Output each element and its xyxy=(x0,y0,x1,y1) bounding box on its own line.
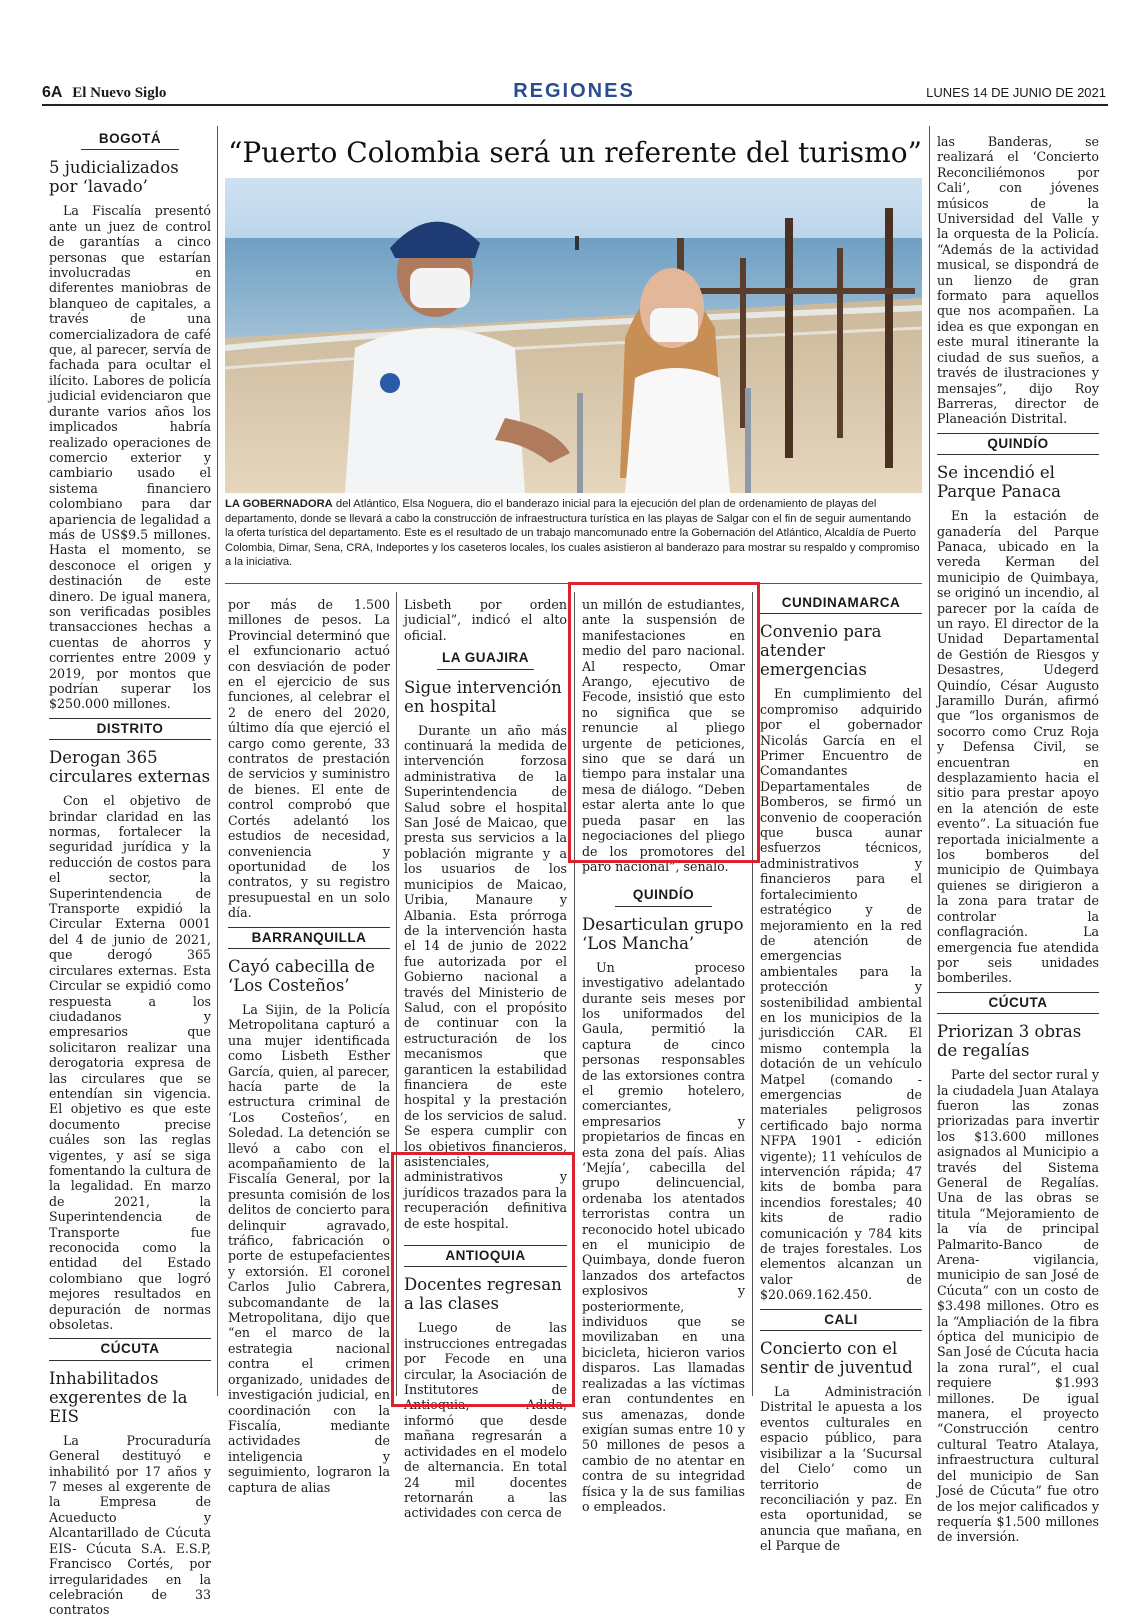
article-headline: 5 judicializados por ‘lavado’ xyxy=(49,158,179,197)
article-headline: Sigue intervención en hospital xyxy=(404,677,562,716)
article-body: las Banderas, se realizará el ‘Concierto Reconciliémonos por Cali’, con jóvenes músicos de la Universidad del Valle y la orquesta de la Policía. “Además de la actividad musical, se dispondrá de un lienzo de gran formato para aquellos que nos acompañen. La idea es que expongan en este mural itinerante la ciudad de sus sueños, a través de ilustraciones y mensajes”, dijo Roy Barreras, director de Planeación Distrital. xyxy=(937,134,1099,427)
newspaper-name: El Nuevo Siglo xyxy=(72,85,167,101)
article-headline: Priorizan 3 obras de regalías xyxy=(937,1022,1082,1061)
article-body: un millón de estudiantes, ante la suspensión de manifestaciones en medio del paro nacional. Al respecto, Omar Arango, ejecutivo de Fecode, insistió que esto no significa que se renuncie al pliego urgente de peticiones, sino que se dará un tiempo para instalar una mesa de diálogo. “Deben estar alerta ante lo que pueda pasar en las negociaciones del pliego de los promotores del paro nacional”, señaló. xyxy=(582,597,745,874)
section-label: QUINDÍO xyxy=(615,884,713,906)
header-rule xyxy=(42,104,1108,106)
page-number: 6A xyxy=(42,84,63,101)
caption-lead: LA GOBERNADORA xyxy=(225,498,333,510)
beach-photo xyxy=(225,178,922,493)
article-body: En cumplimiento del compromiso adquirido por el gobernador Nicolás García en el Primer Encuentro de Comandantes Departamentales de Bomberos, se firmó un convenio de cooperación que busca aunar esfuerzos técnicos, administrativos y financieros para el fortalecimiento estratégico y de mejoramiento en la red de atención de emergencias ambientales para la protección y sostenibilidad ambiental en los municipios de la jurisdicción CAR. El mismo contempla la dotación de un vehículo Matpel (comando - emergencias de materiales peligrosos certificado bajo norma NFPA 1901 - edición vigente); 11 vehículos de intervención rápida; 47 kits de bomba para incendios forestales; 40 kits de radio comunicación y 784 kits de trajes forestales. Los elementos alcanzan un valor de $20.069.162.450. xyxy=(760,686,922,1303)
article-body: La Administración Distrital le apuesta a los eventos culturales en espacio público, para visibilizar a la ‘Sucursal del Cielo’ como un territorio de reconciliación y paz. En esta oportunidad, se anuncia que mañana, en el Parque de xyxy=(760,1384,922,1554)
main-headline: “Puerto Colombia será un referente del turismo” xyxy=(228,136,922,169)
article-body: Parte del sector rural y la ciudadela Juan Atalaya fueron las zonas priorizadas para invertir los $13.600 millones asignados al Municipio a través del Sistema General de Regalías. Una de las obras se titula “Mejoramiento de la vía de principal Palmarito-Banco de Arena- vigilancia, municipio de san José de Cúcuta” con un costo de $3.498 millones. Otro es la “Ampliación de la fibra óptica del municipio de San José de Cúcuta hacia la zona rural”, el cual requiere $1.993 millones. De igual manera, el proyecto “Construcción centro cultural Teatro Atalaya, infraestructura cultural del municipio de San José de Cúcuta” fue otro de los mejor calificados y requería $1.500 millones de inversión. xyxy=(937,1067,1100,1545)
column-6 xyxy=(937,134,1099,1545)
article-headline: Inhabilitados exgerentes de la EIS xyxy=(49,1368,188,1426)
column-divider xyxy=(217,126,218,1396)
article-body: Lisbeth por orden judicial”, indicó el alto oficial. xyxy=(404,597,567,643)
column-2 xyxy=(228,597,390,1495)
article-body: por más de 1.500 millones de pesos. La Provincial determinó que el exfuncionario actuó con desviación de poder en el ejercicio de sus funciones, al celebrar el 2 de enero del 2020, último día que ejerció el cargo como gerente, 33 contratos de prestación de servicios y suministro de bienes. El ente de control comprobó que Cortés adelantó los estudios de necesidad, conveniencia y oportunidad de los contratos, y su registro presupuestal en un solo día. xyxy=(228,597,390,921)
article-headline: Desarticulan grupo ‘Los Mancha’ xyxy=(582,914,744,953)
column-5 xyxy=(760,592,922,1554)
article-body: La Fiscalía presentó ante un juez de control de garantías a cinco personas que estarían involucradas en diferentes maniobras de blanqueo de capitales, a través de una comercializadora de café que, al parecer, servía de fachada para ocultar el ilícito. Labores de policía judicial evidenciaron que durante varios años los implicados habría realizado operaciones de comercio exterior y cambiario usado el sistema financiero colombiano para dar apariencia de legalidad a más de US$9.5 millones. Hasta el momento, se desconoce el origen y destinación de este dinero. De igual manera, son verificadas posibles transacciones hechas a cuentas de ahorros y corrientes entre 2009 y 2019, por montos que podrían superar los $250.000 millones. xyxy=(49,203,211,712)
issue-date: LUNES 14 DE JUNIO DE 2021 xyxy=(926,85,1106,100)
article-headline: Convenio para atender emergencias xyxy=(760,622,882,680)
section-label: CUNDINAMARCA xyxy=(760,592,922,614)
caption-text: del Atlántico, Elsa Noguera, dio el banderazo inicial para la ejecución del plan de ordenamiento de playas del departamento, donde se llevará a cabo la construcción de infraestructura turística en las playas de Salgar con el fin de seguir aumentando la oferta turística del departamento. Este es el resultado de un trabajo mancomunado entre la Gobernación del Atlántico, Alcaldía de Puerto Colombia, Dimar, Sena, CRA, Indeportes y los caseteros locales, los cuales asistieron al banderazo para mostrar su respaldo y compromiso a la iniciativa. xyxy=(225,498,920,569)
article-body: Durante un año más continuará la medida de intervención forzosa administrativa de la Superintendencia de Salud sobre el hospital San José de Maicao, que presta sus servicios a la población migrante y a los usuarios de los municipios de Maicao, Uribia, Manaure y Albania. Esta prórroga de la intervención hasta el 14 de junio de 2022 fue autorizada por el Gobierno nacional a través del Ministerio de Salud, con el propósito de continuar con la estructuración de los mecanismos que garanticen la estabilidad financiera de este hospital y la prestación de los servicios de salud. Se espera cumplir con los objetivos financieros, asistenciales, administrativos y jurídicos trazados para la recuperación definitiva de este hospital. xyxy=(404,722,567,1231)
section-label: BARRANQUILLA xyxy=(228,927,390,949)
highlight-box xyxy=(568,582,760,863)
section-label: CÚCUTA xyxy=(49,1338,211,1360)
article-headline: Docentes regresan a las clases xyxy=(404,1275,562,1314)
section-label: ANTIOQUIA xyxy=(404,1245,567,1267)
section-title: REGIONES xyxy=(513,80,635,102)
article-headline: Cayó cabecilla de ‘Los Costeños’ xyxy=(228,956,375,995)
article-headline: Derogan 365 circulares externas xyxy=(49,748,211,787)
section-label: DISTRITO xyxy=(49,718,211,740)
article-body: La Procuraduría General destituyó e inhabilitó por 17 años y 7 meses al exgerente de la Empresa de Acueducto y Alcantarillado de Cúcuta EIS- Cúcuta S.A. E.S.P, Francisco Cortés, por irregularidades en la celebración de 33 contratos xyxy=(49,1432,211,1618)
article-headline: Se incendió el Parque Panaca xyxy=(937,463,1062,502)
article-headline: Concierto con el sentir de juventud xyxy=(760,1339,913,1378)
article-body: Un proceso investigativo adelantado durante seis meses por los uniformados del Gaula, permitió la captura de cinco personas responsables de las extorsiones contra el gremio hotelero, comerciantes, empresarios y propietarios de fincas en esta zona del país. Alias ‘Mejía’, cabecilla del grupo delincuencial, ordenaba los atentados terroristas contra un reconocido hotel ubicado en el municipio de Quimbaya, donde fueron lanzados dos artefactos explosivos y posteriormente, individuos que se movilizaban en una bicicleta, hicieron varios disparos. Las llamadas realizadas a las víctimas eran contundentes en sus amenazas, donde exigían sumas entre 10 y 50 millones de pesos a cambio de no atentar en contra de su integridad física y la de sus familias o empleados. xyxy=(582,959,745,1514)
article-body: La Sijin, de la Policía Metropolitana capturó a una mujer identificada como Lisbeth Esther García, quien, al parecer, hacía parte de la estructura criminal de ‘Los Costeños’, en Soledad. La detención se llevó a cabo con el acompañamiento de la Fiscalía General, por la presunta comisión de los delitos de concierto para delinquir agravado, tráfico, fabricación o porte de estupefacientes y extorsión. El coronel Carlos Julio Cabrera, subcomandante de la Metropolitana, dijo que “en el marco de la estrategia nacional contra el crimen organizado, unidades de investigación judicial, en coordinación con la Fiscalía, mediante actividades de inteligencia y seguimiento, lograron la captura de alias xyxy=(228,1001,390,1495)
photo-caption xyxy=(225,497,922,570)
column-1 xyxy=(49,128,211,1618)
section-label: QUINDÍO xyxy=(937,433,1099,455)
section-label: LA GUAJIRA xyxy=(437,647,535,669)
article-body: En la estación de ganadería del Parque Panaca, ubicado en la vereda Kerman del municipio de Quimbaya, se originó un incendio, al parecer por la caída de un rayo. El director de la Unidad Departamental de Gestión de Riesgos y Desastres, Udegerd Quindío, César Augusto Jaramillo Durán, afirmó que “los organismos de socorro como Cruz Roja y Defensa Civil, se encuentran en desplazamiento hacia el sitio para prestar apoyo en la atención de este evento”. La situación fue reportada inicialmente a los bomberos del municipio de Quimbaya quienes se dirigieron a la zona para tratar de controlar la conflagración. La emergencia fue atendida por seis unidades bomberiles. xyxy=(937,508,1099,986)
article-body: Con el objetivo de brindar claridad en las normas, fortalecer la seguridad jurídica y la reducción de costos para el sector, la Superintendencia de Transporte expidió la Circular Externa 0001 del 4 de junio de 2021, que derogó 365 circulares externas. Esta Circular se expidió como respuesta a los ciudadanos y empresarios que solicitaron realizar una derogatoria expresa de las circulares que se entendían sin vigencia. El objetivo es que este documento precise cuáles son las reglas vigentes, y así se siga fomentando la cultura de la legalidad. En marzo de 2021, la Superintendencia de Transporte fue reconocida como la entidad del Estado colombiano que logró mejores resultados en depuración de normas obsoletas. xyxy=(49,793,211,1333)
article-body: Luego de las instrucciones entregadas por Fecode en una circular, la Asociación de Institutores de Antioquia, Adida, informó que desde mañana regresarán a actividades en el modelo de alternancia. En total 24 mil docentes retornarán a las actividades con cerca de xyxy=(404,1320,567,1521)
column-divider xyxy=(929,126,930,1396)
section-label: BOGOTÁ xyxy=(81,128,178,150)
section-label: CÚCUTA xyxy=(937,992,1099,1014)
section-label: CALI xyxy=(760,1309,922,1331)
highlight-box xyxy=(391,1152,575,1407)
